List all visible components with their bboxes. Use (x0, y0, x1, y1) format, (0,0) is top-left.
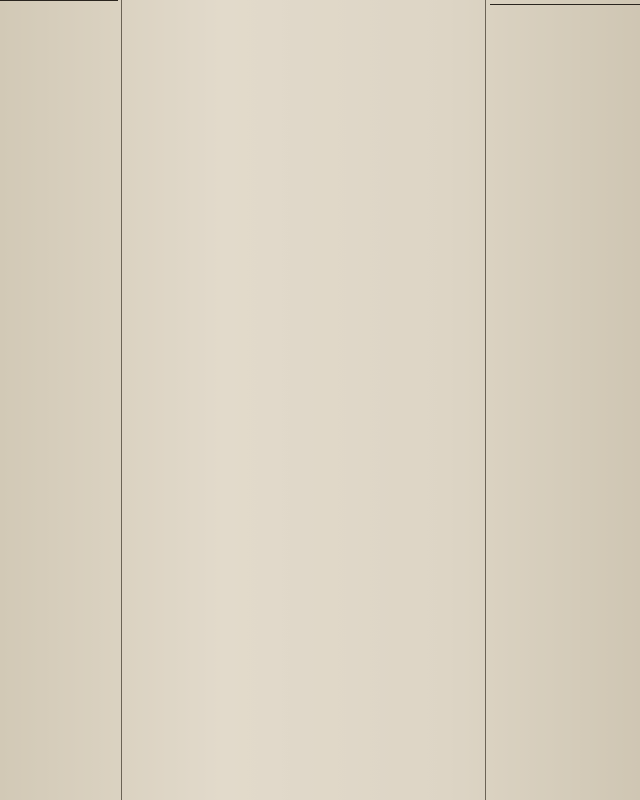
middle-column (126, 0, 482, 800)
section-rule (0, 0, 118, 1)
column-rule (485, 0, 486, 800)
right-column (490, 0, 640, 800)
section-rule (490, 4, 640, 5)
column-rule (121, 0, 122, 800)
left-column (0, 0, 118, 800)
